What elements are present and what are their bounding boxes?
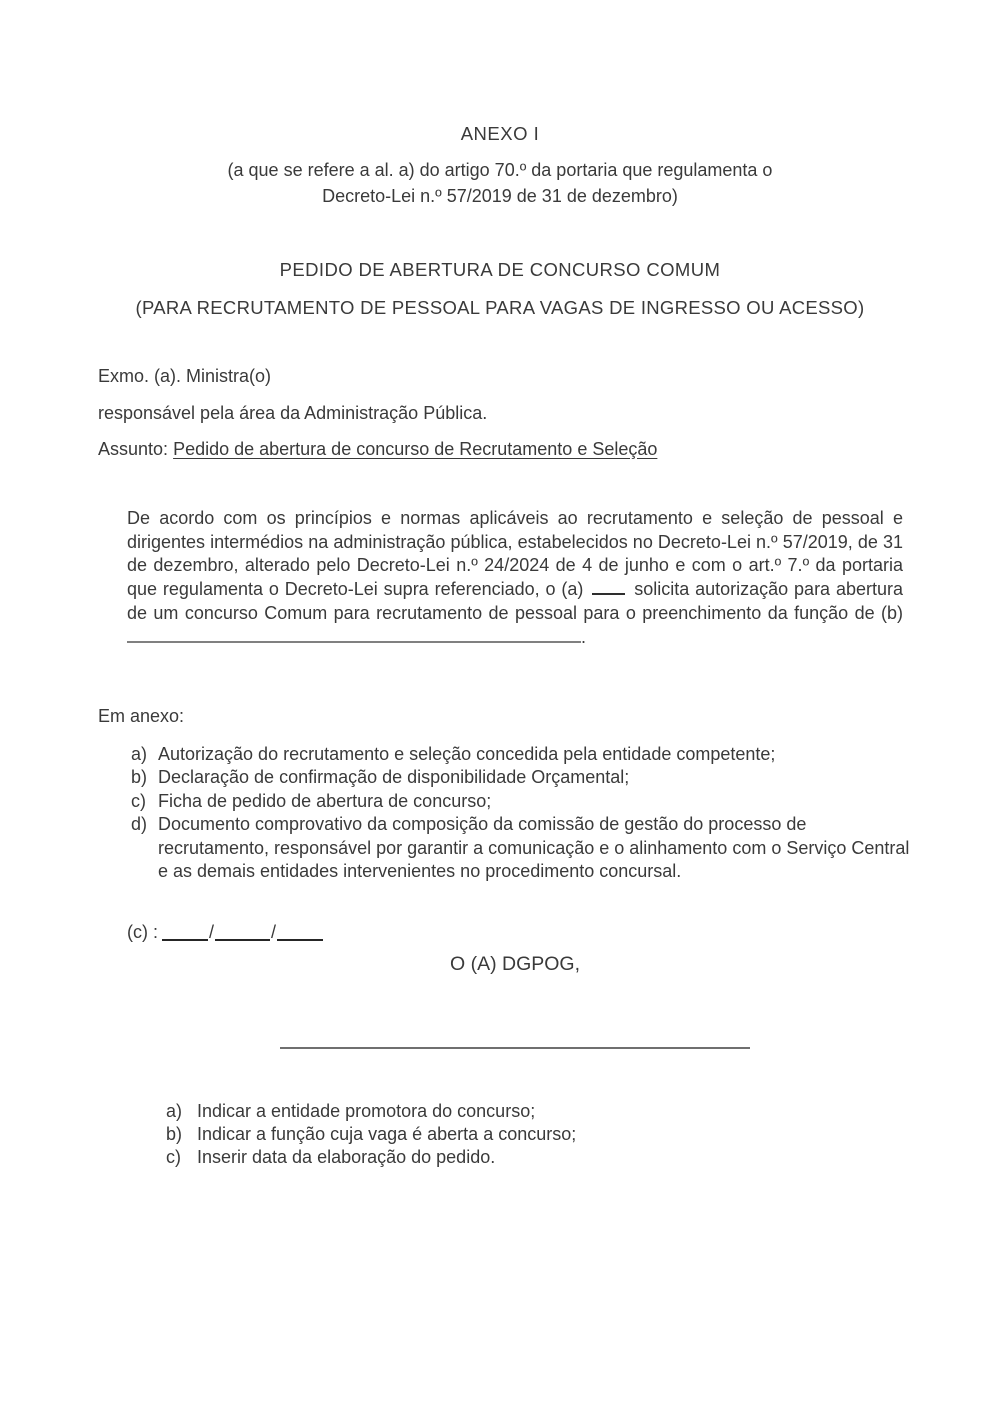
main-subtitle: (PARA RECRUTAMENTO DE PESSOAL PARA VAGAS DE INGRESSO OU ACESSO) [135, 297, 865, 318]
footnote-item [166, 1146, 906, 1169]
date-separator: / [209, 922, 215, 942]
item-text: Ficha de pedido de abertura de concurso; [158, 790, 492, 811]
footnote-marker: a) [166, 1101, 183, 1121]
annex-subtitle-line1: (a que se refere a al. a) do artigo 70.º da portaria que regulamenta o [227, 160, 773, 180]
date-month-blank [215, 923, 270, 941]
date-separator: / [271, 922, 277, 942]
attachment-item [131, 766, 911, 789]
item-text: Autorização do recrutamento e seleção concedida pela entidade competente; [158, 744, 776, 764]
subject-line [98, 438, 657, 462]
item-marker: c) [131, 790, 146, 811]
item-marker: a) [131, 744, 148, 764]
signature-line [280, 1047, 750, 1049]
signatory-title: O (A) DGPOG, [449, 953, 580, 975]
sentence-end-period: . [581, 626, 587, 647]
footnote-item [166, 1100, 906, 1123]
entity-fill-blank [592, 579, 625, 595]
footnote-item [166, 1123, 906, 1146]
date-day-blank [162, 923, 208, 941]
footnote-text: Indicar a entidade promotora do concurso; [197, 1101, 536, 1121]
footnote-text: Inserir data da elaboração do pedido. [197, 1147, 496, 1167]
item-text: Declaração de confirmação de disponibilidade Orçamental; [158, 767, 630, 788]
date-line [127, 920, 323, 944]
subject-text: Pedido de abertura de concurso de Recrutamento e Seleção [173, 439, 658, 459]
item-marker: b) [131, 767, 148, 788]
attachments-heading: Em anexo: [98, 706, 185, 726]
item-marker: d) [131, 814, 148, 835]
date-year-blank [277, 923, 323, 941]
item-text: Documento comprovativo da composição da comissão de gestão do processo de recrutamento, responsável por garantir a comunicação e o alinhamento com o Serviço Central e as demais entidades intervenientes no procedimento concursal. [158, 814, 910, 882]
footnote-marker: b) [166, 1124, 183, 1144]
signature-block [130, 1047, 900, 1049]
annex-title: ANEXO I [460, 123, 540, 144]
attachments-list [131, 743, 911, 883]
footnote-text: Indicar a função cuja vaga é aberta a concurso; [197, 1124, 577, 1144]
date-label: (c) : [127, 922, 158, 942]
attachment-item [131, 743, 911, 766]
subject-label: Assunto: [98, 439, 169, 459]
body-text-before-blank: De acordo com os princípios e normas aplicáveis ao recrutamento e seleção de pessoal e dirigentes intermédios na administração pública, estabelecidos no Decreto-Lei n.º 57/2019, de 31 de dezembro, alterado pelo Decreto-Lei n.º 24/2024 de 4 de junho e com o art.º 7.º da portaria que regulamenta o Decreto-Lei supra referenciado, o (a) [127, 508, 903, 600]
body-paragraph [127, 507, 903, 649]
body-text-after-blank: solicita autorização para abertura de um concurso Comum para recrutamento de pessoal para o preenchimento da função de (b) [127, 579, 903, 623]
attachment-item [131, 790, 911, 813]
footnotes-list [166, 1100, 906, 1169]
addressee-line1: Exmo. (a). Ministra(o) [98, 366, 272, 386]
main-title: PEDIDO DE ABERTURA DE CONCURSO COMUM [279, 259, 721, 280]
annex-subtitle-line2: Decreto-Lei n.º 57/2019 de 31 de dezembro) [322, 186, 678, 206]
addressee-line2: responsável pela área da Administração Pública. [98, 403, 488, 423]
annex-subtitle [0, 157, 1000, 209]
footnote-marker: c) [166, 1147, 181, 1167]
function-fill-blank-line [127, 627, 581, 643]
attachment-item [131, 813, 911, 883]
